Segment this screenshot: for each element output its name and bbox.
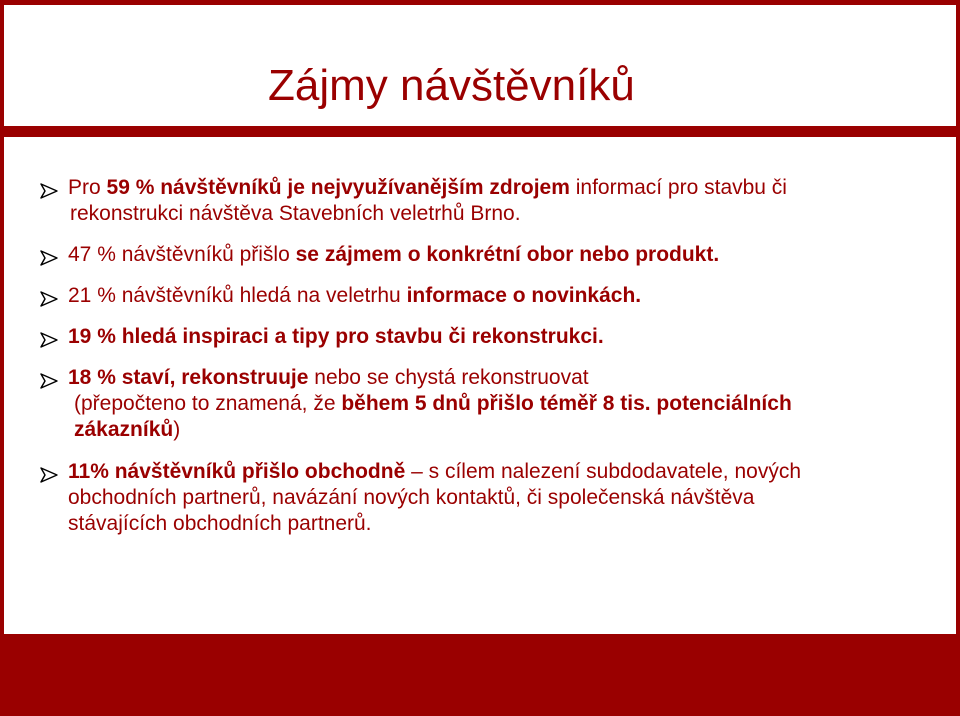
bullet-text-segment: Pro	[68, 176, 107, 199]
bullet-item	[10, 459, 940, 537]
bullet-text-segment: obchodních partnerů, navázání nových kontaktů, či společenská návštěva	[68, 486, 755, 509]
bullet-text-segment: )	[173, 418, 181, 441]
bullet-text-segment: 19 % hledá inspiraci a tipy pro stavbu či rekonstrukci.	[68, 325, 604, 348]
bullet-line	[68, 175, 940, 201]
bullet-line	[68, 242, 940, 268]
slide-title: Zájmy návštěvníků	[268, 61, 635, 110]
arrowhead-bullet-icon	[40, 180, 58, 196]
bullet-line	[68, 201, 940, 227]
bullet-text-segment: informací pro stavbu či	[569, 176, 787, 199]
bullet-text-segment: nebo se chystá rekonstruovat	[308, 366, 589, 389]
bullet-line	[68, 511, 940, 537]
bullet-item	[10, 242, 940, 268]
bullet-item	[10, 365, 940, 443]
bullet-item	[10, 324, 940, 350]
bullet-text-segment: 47 % návštěvníků přišlo	[68, 243, 296, 266]
arrowhead-bullet-icon	[40, 329, 58, 345]
bullet-text-segment: rekonstrukci návštěva Stavebních veletrhů Brno.	[70, 202, 521, 225]
bullet-line	[68, 485, 940, 511]
bullet-text-segment: 59 % návštěvníků je nejvyužívanějším zdrojem	[106, 176, 570, 199]
bullet-item	[10, 283, 940, 309]
bullet-line	[68, 391, 940, 417]
bullet-text-segment: zákazníků	[74, 418, 174, 441]
title-panel	[4, 5, 956, 126]
bullet-list	[10, 175, 940, 552]
arrowhead-bullet-icon	[40, 370, 58, 386]
bullet-line	[68, 283, 940, 309]
content-panel	[4, 137, 956, 634]
bullet-text-segment: 18 % staví, rekonstruuje	[68, 366, 309, 389]
bullet-text-segment: 11% návštěvníků přišlo obchodně	[68, 460, 406, 483]
arrowhead-bullet-icon	[40, 288, 58, 304]
arrowhead-bullet-icon	[40, 247, 58, 263]
bullet-line	[68, 365, 940, 391]
bullet-line	[68, 459, 940, 485]
bullet-text-segment: 21 % návštěvníků hledá na veletrhu	[68, 284, 407, 307]
bullet-text-segment: – s cílem nalezení subdodavatele, nových	[405, 460, 802, 483]
bullet-line	[68, 417, 940, 443]
bullet-item	[10, 175, 940, 227]
bullet-text-segment: se zájmem o konkrétní obor nebo produkt.	[295, 243, 720, 266]
bottom-bar	[0, 635, 960, 716]
arrowhead-bullet-icon	[40, 464, 58, 480]
bullet-text-segment: stávajících obchodních partnerů.	[68, 512, 372, 535]
bullet-text-segment: během 5 dnů přišlo téměř 8 tis. potenciálních	[341, 392, 792, 415]
bullet-text-segment: (přepočteno to znamená, že	[74, 392, 342, 415]
bullet-text-segment: informace o novinkách.	[406, 284, 642, 307]
bullet-line	[68, 324, 940, 350]
